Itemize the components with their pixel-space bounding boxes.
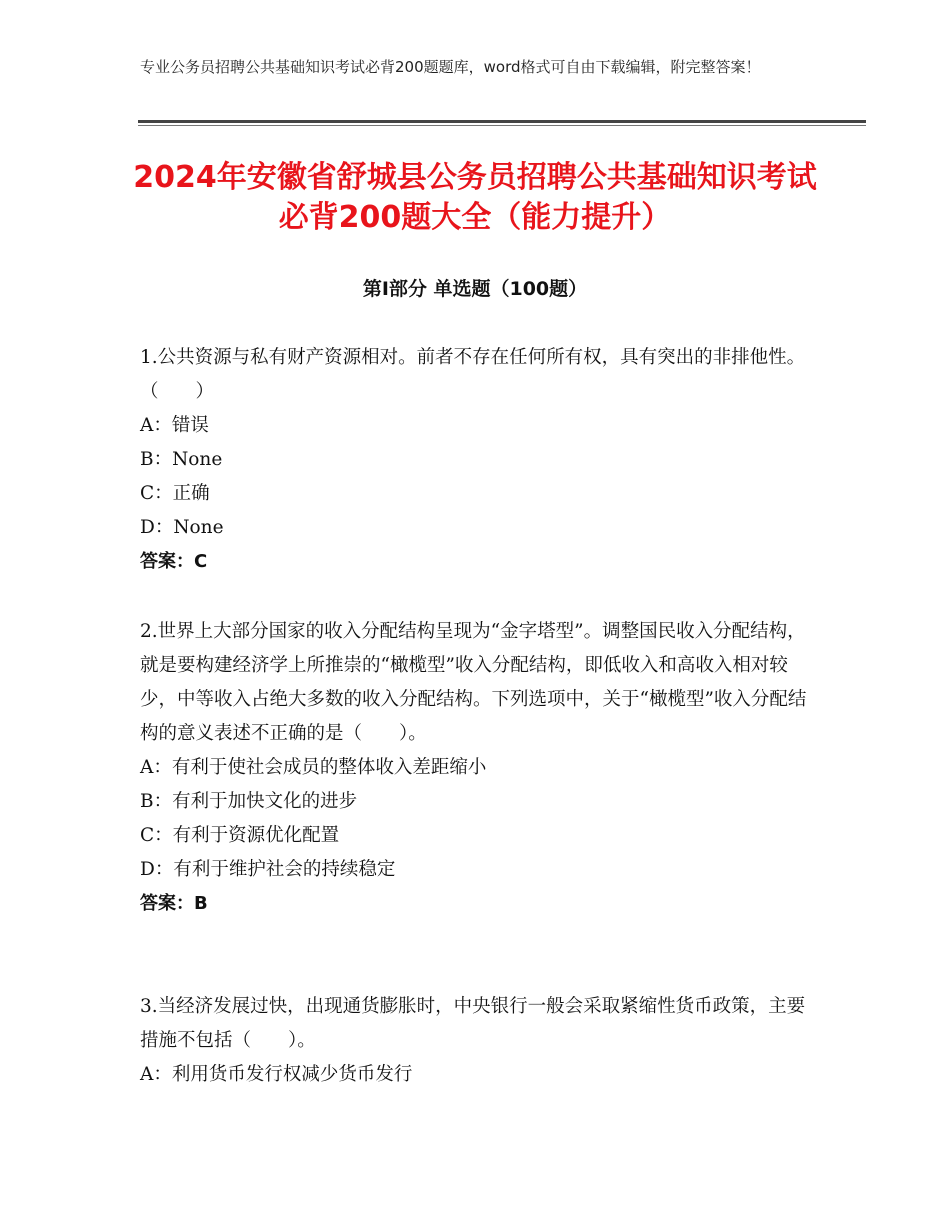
option-a: A：利用货币发行权减少货币发行	[140, 1064, 413, 1085]
answer: 答案：B	[140, 893, 208, 914]
option-b: B：None	[140, 449, 223, 470]
header-note: 专业公务员招聘公共基础知识考试必背200题题库，word格式可自由下载编辑，附完整答案！	[140, 58, 761, 76]
section-title: 第Ⅰ部分 单选题（100题）	[362, 278, 588, 300]
option-c: C：有利于资源优化配置	[140, 825, 340, 846]
question-stem: 3.当经济发展过快，出现通货膨胀时，中央银行一般会采取紧缩性货币政策，主要措施不包括（ ）。	[140, 996, 806, 1051]
option-a: A：错误	[140, 415, 209, 436]
document-title: 2024年安徽省舒城县公务员招聘公共基础知识考试必背200题大全（能力提升）	[133, 160, 817, 235]
question-stem: 1.公共资源与私有财产资源相对。前者不存在任何所有权，具有突出的非排他性。（ ）	[140, 347, 806, 402]
option-d: D：None	[140, 517, 224, 538]
option-a: A：有利于使社会成员的整体收入差距缩小	[140, 757, 487, 778]
question-block	[140, 990, 810, 1092]
question-block	[140, 341, 810, 579]
question-block	[140, 615, 810, 921]
option-d: D：有利于维护社会的持续稳定	[140, 859, 396, 880]
option-c: C：正确	[140, 483, 210, 504]
option-b: B：有利于加快文化的进步	[140, 791, 358, 812]
question-stem: 2.世界上大部分国家的收入分配结构呈现为“金字塔型”。调整国民收入分配结构，就是要构建经济学上所推崇的“橄榄型”收入分配结构，即低收入和高收入相对较少，中等收入占绝大多数的收入分配结构。下列选项中，关于“橄榄型”收入分配结构的意义表述不正确的是（ ）。	[140, 621, 807, 744]
header-divider-thin	[138, 125, 866, 126]
answer: 答案：C	[140, 551, 208, 572]
header-divider-thick	[138, 120, 866, 123]
